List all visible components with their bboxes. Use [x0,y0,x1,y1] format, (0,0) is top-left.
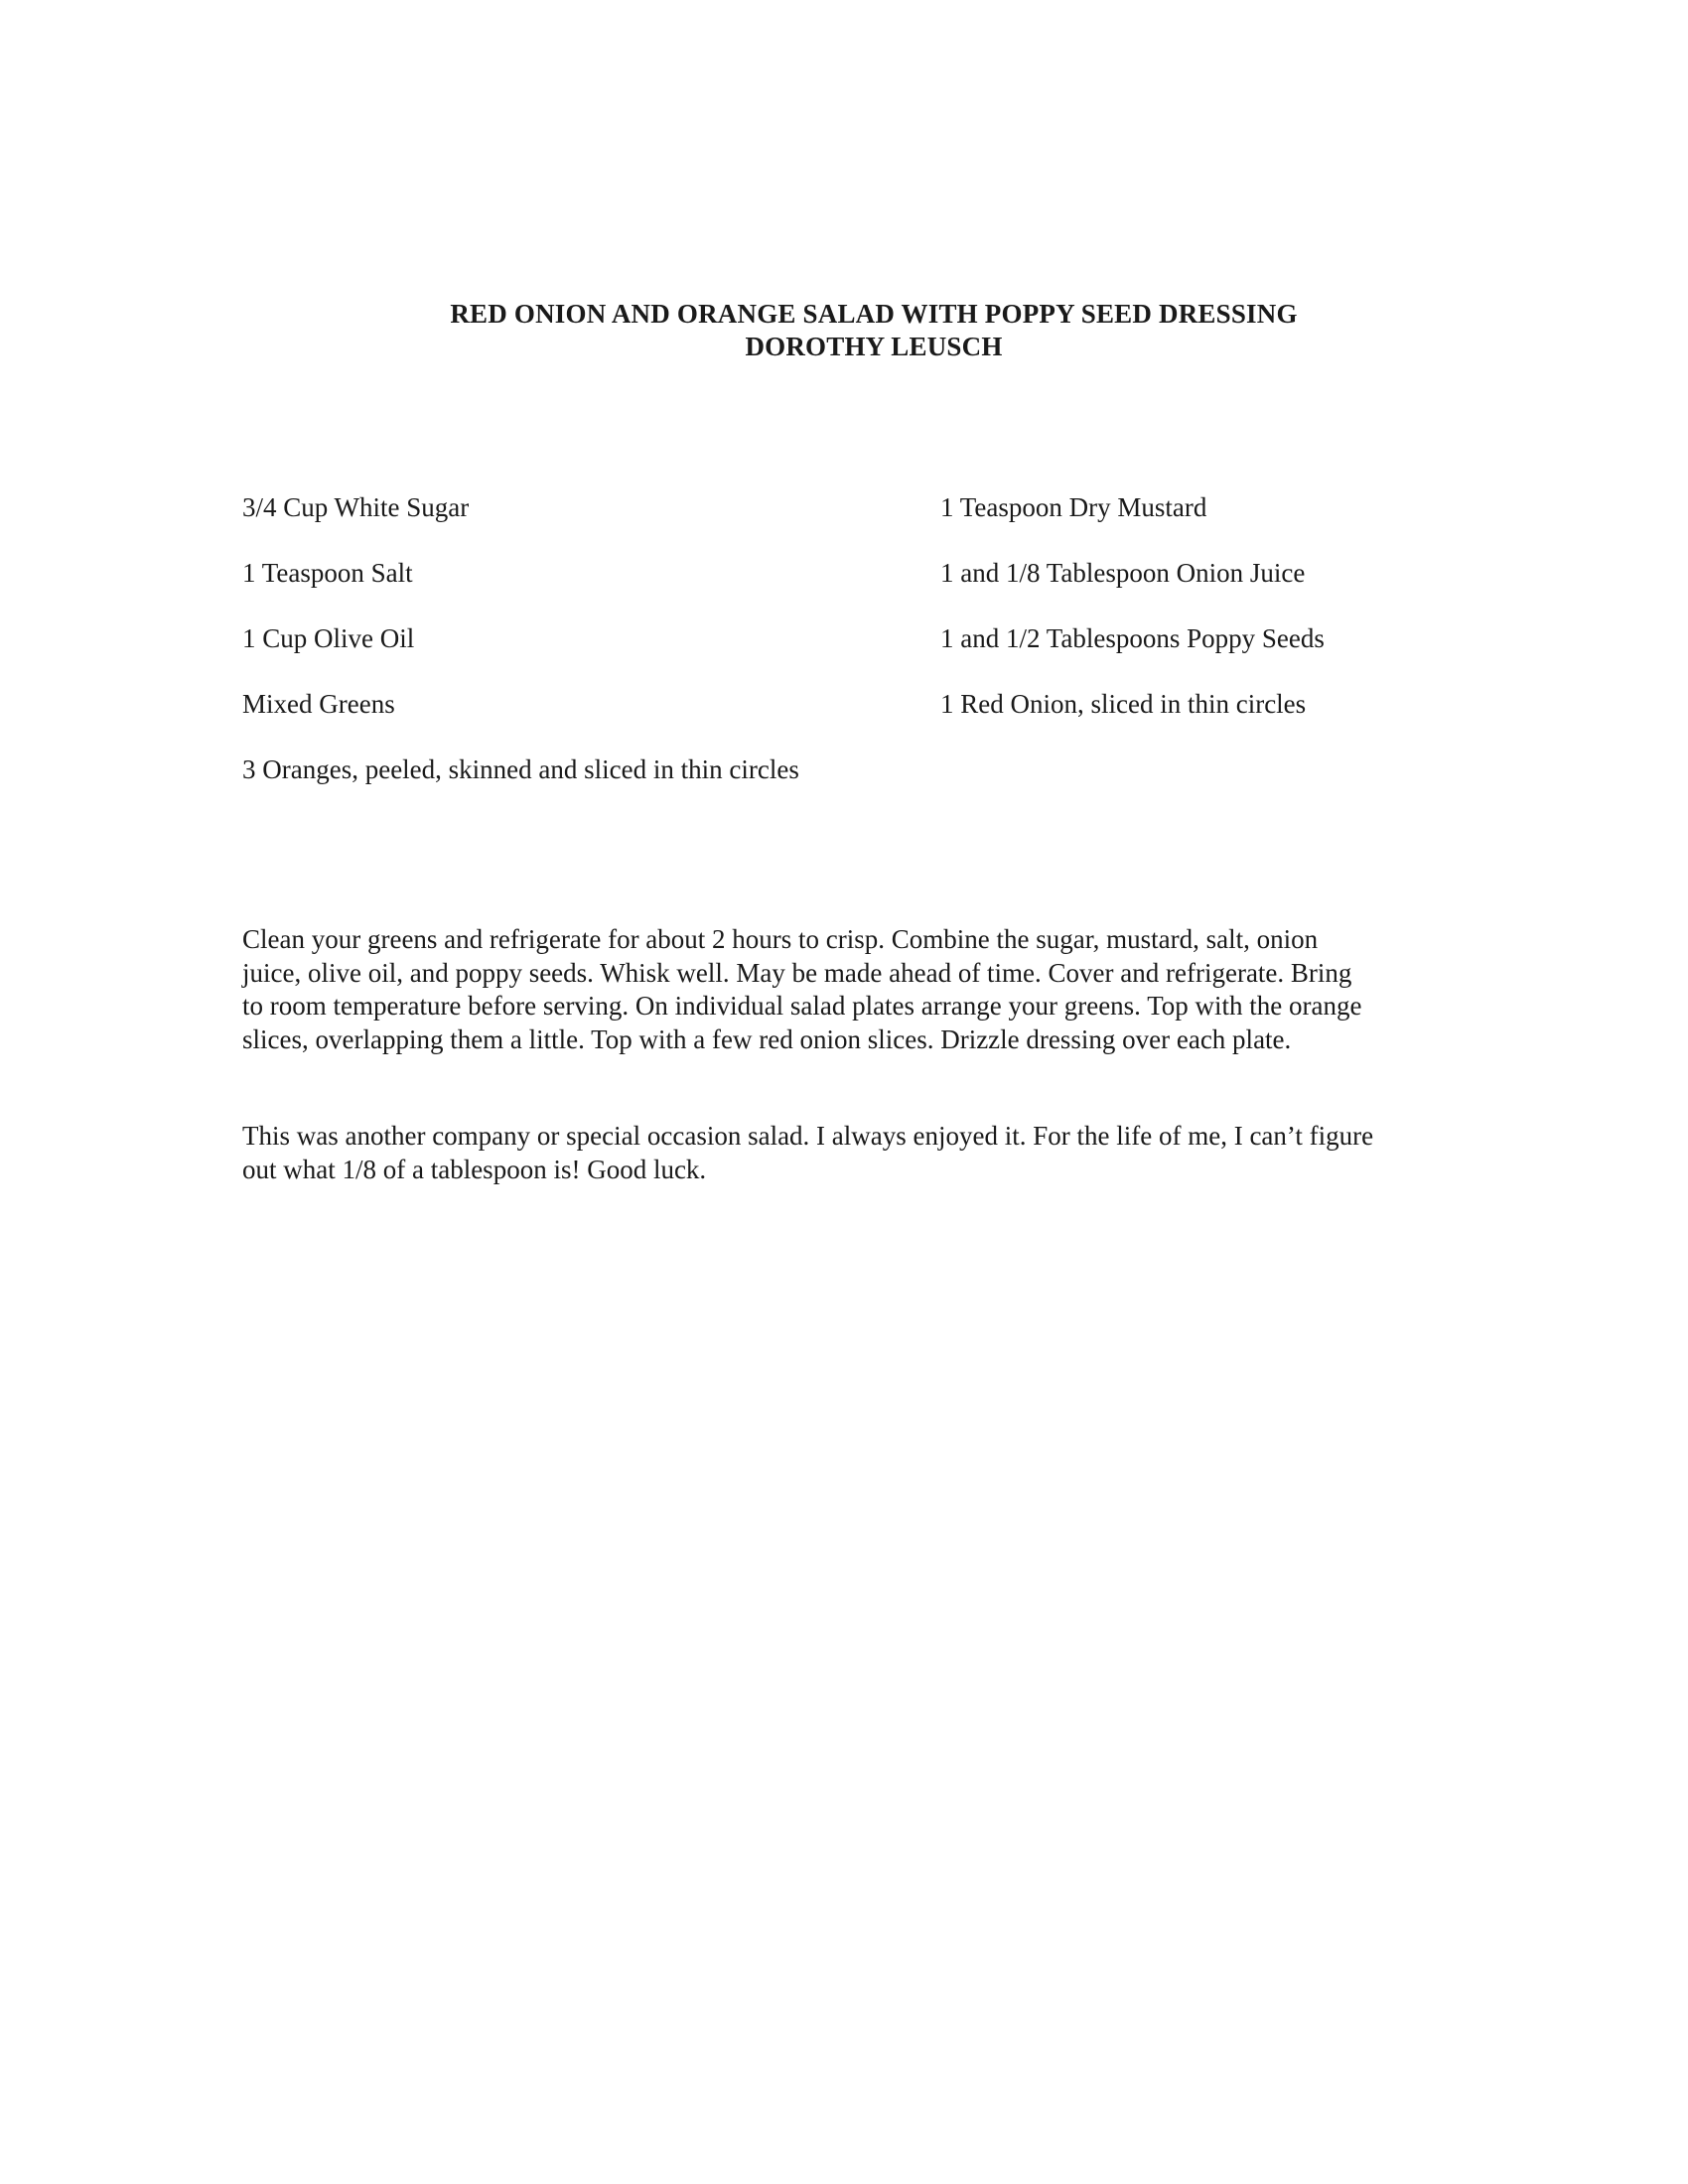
recipe-instructions [242,923,1454,1056]
ingredients-list [242,491,1474,819]
ingredient-row [242,688,1474,753]
ingredient-item: 1 and 1/8 Tablespoon Onion Juice [940,558,1306,588]
ingredient-item: 1 Teaspoon Salt [242,558,413,588]
ingredient-item: 1 Red Onion, sliced in thin circles [940,689,1307,719]
instruction-line: to room temperature before serving. On individual salad plates arrange your greens. Top with the orange [242,991,1362,1021]
recipe-header [0,298,1688,363]
ingredient-row [242,491,1474,557]
ingredient-item: 1 Teaspoon Dry Mustard [940,492,1207,522]
recipe-note [242,1120,1454,1186]
recipe-title: RED ONION AND ORANGE SALAD WITH POPPY SEED DRESSING [450,299,1298,329]
instruction-line: Clean your greens and refrigerate for about 2 hours to crisp. Combine the sugar, mustard, salt, onion [242,924,1319,954]
ingredient-item: 1 and 1/2 Tablespoons Poppy Seeds [940,623,1325,653]
ingredient-item: 3 Oranges, peeled, skinned and sliced in thin circles [242,754,799,784]
instruction-line: slices, overlapping them a little. Top with a few red onion slices. Drizzle dressing over each plate. [242,1024,1292,1054]
ingredient-row [242,557,1474,622]
instruction-line: juice, olive oil, and poppy seeds. Whisk well. May be made ahead of time. Cover and refrigerate. Bring [242,957,1352,988]
ingredient-row [242,753,1474,819]
recipe-author: DOROTHY LEUSCH [745,332,1003,361]
ingredient-item: Mixed Greens [242,689,395,719]
note-line: This was another company or special occasion salad. I always enjoyed it. For the life of me, I can’t figure [242,1121,1374,1151]
ingredient-row [242,622,1474,688]
note-line: out what 1/8 of a tablespoon is! Good luck. [242,1154,707,1184]
ingredient-item: 1 Cup Olive Oil [242,623,415,653]
ingredient-item: 3/4 Cup White Sugar [242,492,470,522]
